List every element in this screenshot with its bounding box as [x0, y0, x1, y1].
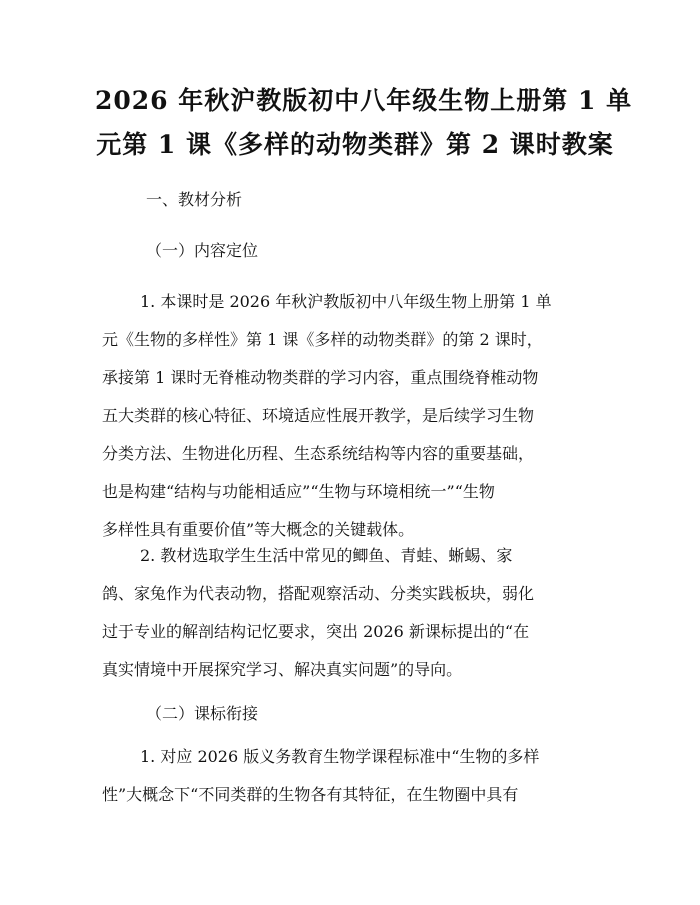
paragraph-line: 多样性具有重要价值”等大概念的关键载体。: [102, 520, 415, 539]
paragraph-line: 1. 本课时是 2026 年秋沪教版初中八年级生物上册第 1 单: [140, 292, 552, 311]
paragraph-line: 性”大概念下“不同类群的生物各有其特征，在生物圈中具有: [102, 785, 519, 804]
paragraph-line: 过于专业的解剖结构记忆要求，突出 2026 新课标提出的“在: [102, 622, 530, 641]
paragraph-content-positioning-2: [102, 537, 602, 689]
subsection-heading-curriculum-alignment: （二）课标衔接: [146, 704, 259, 723]
paragraph-content-positioning-1: [102, 283, 602, 549]
paragraph-line: 2. 教材选取学生生活中常见的鲫鱼、青蛙、蜥蜴、家: [140, 546, 513, 565]
paragraph-line: 分类方法、生物进化历程、生态系统结构等内容的重要基础，: [102, 444, 535, 463]
paragraph-curriculum-alignment-1: [102, 738, 602, 814]
paragraph-line: 1. 对应 2026 版义务教育生物学课程标准中“生物的多样: [140, 747, 540, 766]
document-title-line-1: 2026 年秋沪教版初中八年级生物上册第 1 单: [95, 86, 633, 115]
paragraph-line: 鸽、家兔作为代表动物，搭配观察活动、分类实践板块，弱化: [102, 584, 535, 603]
paragraph-line: 也是构建“结构与功能相适应”“生物与环境相统一”“生物: [102, 482, 495, 501]
section-heading-textbook-analysis: 一、教材分析: [146, 190, 243, 209]
subsection-heading-content-positioning: （一）内容定位: [146, 241, 259, 260]
paragraph-line: 真实情境中开展探究学习、解决真实问题”的导向。: [102, 660, 463, 679]
paragraph-line: 元《生物的多样性》第 1 课《多样的动物类群》的第 2 课时，: [102, 330, 543, 349]
paragraph-line: 五大类群的核心特征、环境适应性展开教学，是后续学习生物: [102, 406, 535, 425]
document-title-line-2: 元第 1 课《多样的动物类群》第 2 课时教案: [96, 130, 614, 159]
paragraph-line: 承接第 1 课时无脊椎动物类群的学习内容，重点围绕脊椎动物: [102, 368, 539, 387]
